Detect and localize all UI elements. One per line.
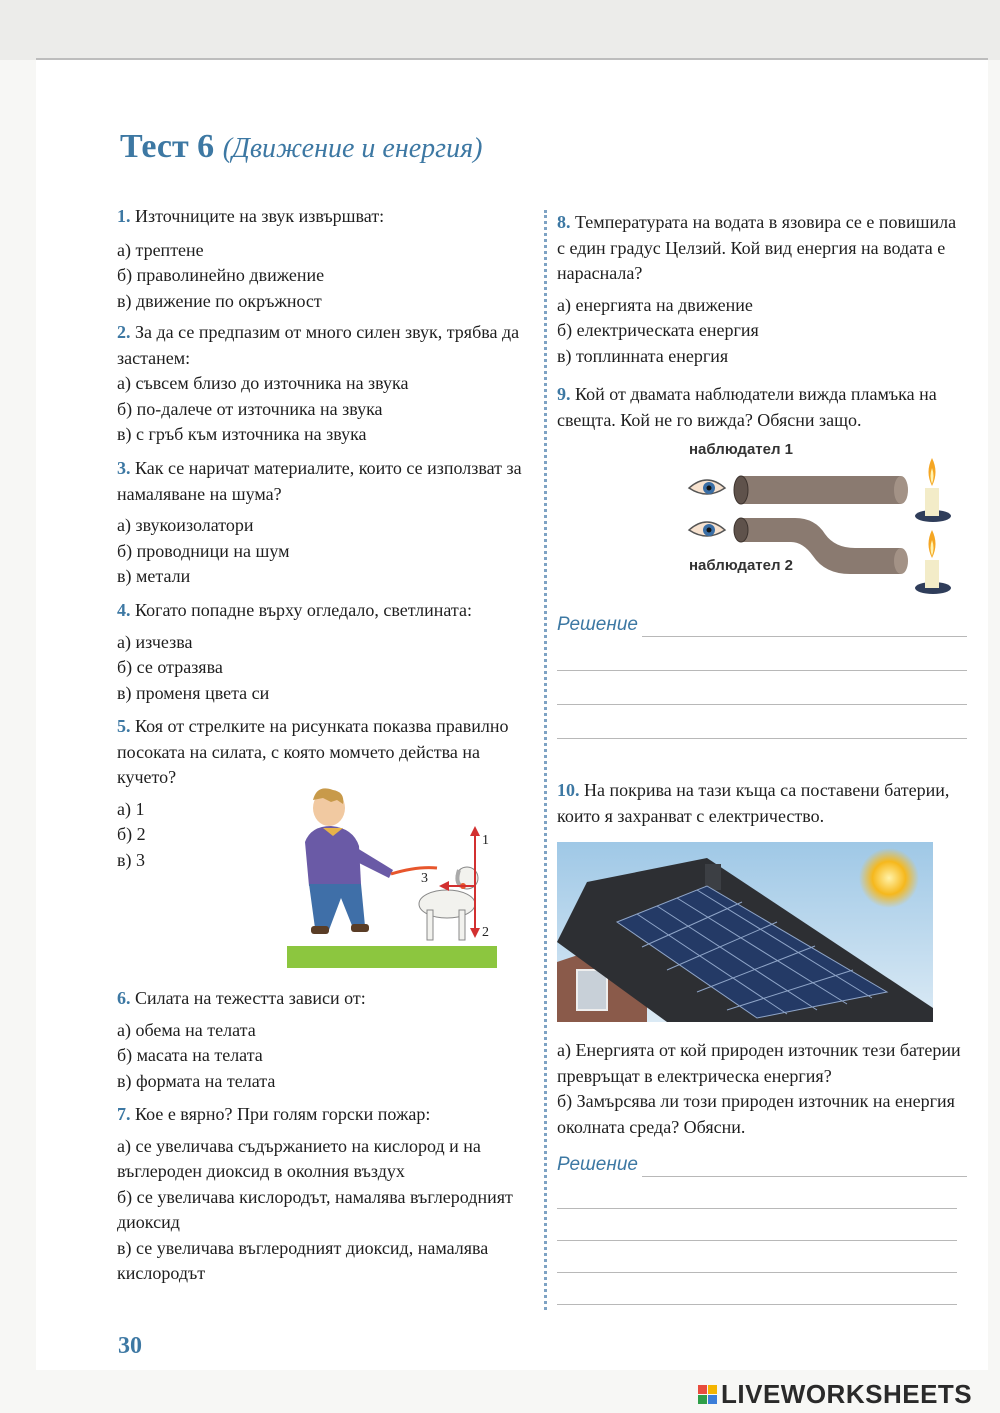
question-8 (557, 210, 977, 369)
option-b[interactable]: б) праволинейно движение (117, 265, 325, 285)
option-a[interactable]: а) обема на телата (117, 1019, 256, 1040)
question-9 (557, 382, 977, 433)
question-text: Когато попадне върху огледало, светлината: (135, 600, 472, 620)
question-10-parts (557, 1038, 977, 1140)
answer-line-2[interactable] (557, 1208, 957, 1209)
brand-text: LIVEWORKSHEETS (721, 1378, 973, 1409)
grass (287, 946, 497, 968)
option-b[interactable]: б) се отразява (117, 657, 223, 677)
option-b[interactable]: б) електрическата енергия (557, 320, 759, 340)
question-number: 8. (557, 212, 571, 232)
question-6 (117, 986, 532, 1094)
question-text: Как се наричат материалите, които се използват за намаляване на шума? (117, 458, 522, 504)
title-subtitle: (Движение и енергия) (222, 133, 483, 164)
boy-jeans (309, 884, 365, 930)
answer-label: Решение (557, 614, 638, 635)
arrow-label-1: 1 (482, 833, 489, 848)
option-c[interactable]: в) движение по окръжност (117, 290, 322, 311)
answer-line-1[interactable] (642, 1176, 967, 1177)
option-c[interactable]: в) формата на телата (117, 1070, 276, 1091)
question-number: 3. (117, 458, 131, 478)
boy-and-dog-illustration (287, 786, 502, 972)
part-a-text: а) Енергията от кой природен източник тези батерии превръщат в електрическа енергия? (557, 1040, 961, 1086)
question-number: 1. (117, 206, 131, 226)
liveworksheets-logo-icon (698, 1385, 717, 1404)
question-text: Кой от двамата наблюдатели вижда пламъка на свещта. Кой не го вижда? Обясни защо. (557, 384, 937, 430)
question-1 (117, 204, 532, 314)
question-10-answer (557, 1152, 967, 1178)
sun-icon (859, 848, 919, 908)
question-text: Температурата на водата в язовира се е повишила с един градус Целзий. Кой вид енергия на водата е нараснала? (557, 212, 957, 283)
question-number: 4. (117, 600, 131, 620)
answer-line-2[interactable] (557, 670, 967, 671)
question-text: На покрива на тази къща са поставени батерии, които я захранват с електричество. (557, 780, 950, 826)
question-number: 7. (117, 1104, 131, 1124)
observer-1-label: наблюдател 1 (689, 441, 794, 458)
observers-tubes-illustration (685, 438, 965, 598)
answer-line-3[interactable] (557, 704, 967, 705)
question-text: Коя от стрелките на рисунката показва правилно посоката на силата, с която момчето действа на кучето? (117, 716, 509, 787)
option-a[interactable]: а) се увеличава съдържанието на кислород и на въглероден диоксид в околния въздух (117, 1135, 481, 1181)
question-text: За да се предпазим от много силен звук, трябва да застанем: (117, 322, 520, 368)
option-b[interactable]: б) се увеличава кислородът, намалява въглеродният диоксид (117, 1186, 513, 1232)
option-a[interactable]: а) 1 (117, 798, 145, 819)
option-c[interactable]: в) 3 (117, 849, 145, 870)
observer-2-label: наблюдател 2 (689, 557, 794, 574)
part-b-text: б) Замърсява ли този природен източник на енергия околната среда? Обясни. (557, 1091, 955, 1137)
answer-label: Решение (557, 1154, 638, 1175)
eye-1-icon (689, 480, 725, 494)
title-main: Тест 6 (120, 128, 215, 165)
option-a[interactable]: а) енергията на движение (557, 294, 753, 315)
option-a[interactable]: а) съвсем близо до източника на звука (117, 373, 409, 393)
candle-2-icon (915, 530, 951, 594)
solar-roof-photo (557, 842, 933, 1022)
option-c[interactable]: в) метали (117, 566, 191, 586)
question-9-answer (557, 612, 967, 638)
question-number: 10. (557, 780, 580, 800)
arrow-label-2: 2 (482, 925, 489, 940)
question-10 (557, 778, 977, 829)
question-number: 9. (557, 384, 571, 404)
answer-line-1[interactable] (642, 636, 967, 637)
page-title (120, 128, 482, 166)
option-b[interactable]: б) по-далече от източника на звука (117, 398, 383, 419)
answer-line-3[interactable] (557, 1240, 957, 1241)
answer-line-4[interactable] (557, 738, 967, 739)
option-a[interactable]: а) звукоизолатори (117, 515, 254, 535)
option-a[interactable]: а) изчезва (117, 631, 193, 652)
question-4 (117, 598, 532, 706)
column-divider (544, 210, 547, 1310)
option-b[interactable]: б) 2 (117, 824, 146, 844)
question-text: Силата на тежестта зависи от: (135, 988, 366, 1008)
question-number: 2. (117, 322, 131, 342)
page-number: 30 (118, 1333, 142, 1359)
question-2 (117, 320, 532, 448)
question-text: Кое е вярно? При голям горски пожар: (135, 1104, 431, 1124)
question-text: Източниците на звук извършват: (135, 206, 385, 226)
eye-2-icon (689, 522, 725, 536)
question-3 (117, 456, 532, 590)
option-c[interactable]: в) с гръб към източника на звука (117, 424, 367, 444)
candle-1-icon (915, 458, 951, 522)
scan-background (0, 0, 1000, 60)
straight-tube (734, 476, 908, 504)
liveworksheets-brand (698, 1378, 972, 1410)
option-c[interactable]: в) се увеличава въглеродният диоксид, намалява кислородът (117, 1237, 489, 1283)
question-7 (117, 1102, 532, 1287)
option-c[interactable]: в) променя цвета си (117, 682, 270, 703)
option-b[interactable]: б) масата на телата (117, 1045, 263, 1065)
option-c[interactable]: в) топлинната енергия (557, 345, 729, 366)
question-number: 6. (117, 988, 131, 1008)
answer-line-4[interactable] (557, 1272, 957, 1273)
arrow-label-3: 3 (421, 871, 428, 886)
question-number: 5. (117, 716, 131, 736)
option-a[interactable]: а) трептене (117, 239, 204, 260)
answer-line-5[interactable] (557, 1304, 957, 1305)
option-b[interactable]: б) проводници на шум (117, 540, 290, 561)
leash (391, 868, 437, 874)
